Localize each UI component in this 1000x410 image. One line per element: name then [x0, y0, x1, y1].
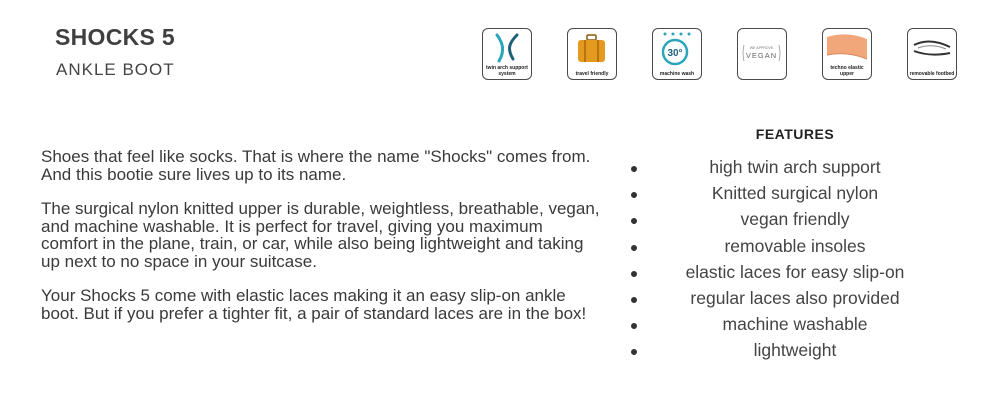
description-paragraph: Your Shocks 5 come with elastic laces making it an easy slip-on ankle boot. But if you prefer a tighter fit, a pair of standard laces are in the box!: [41, 286, 587, 323]
list-item: lightweight: [625, 339, 965, 365]
badge-label: removable footbed: [909, 70, 955, 77]
list-item: regular laces also provided: [625, 287, 965, 313]
badge-twin-arch: [482, 28, 532, 80]
suitcase-icon: [568, 29, 615, 67]
footbed-icon: [908, 29, 955, 67]
badge-label: travel friendly: [575, 70, 609, 77]
bullet-icon: [631, 166, 637, 172]
features-list: [625, 156, 965, 366]
list-item: high twin arch support: [625, 156, 965, 182]
badge-label: techno elastic upper: [830, 65, 864, 77]
product-title: SHOCKS 5: [55, 24, 175, 50]
badge-label: machine wash: [659, 70, 695, 77]
badge-travel: [567, 28, 617, 80]
twin-arch-icon: [483, 29, 530, 67]
machine-wash-icon: [653, 29, 700, 67]
features-heading: FEATURES: [755, 126, 835, 142]
badge-footbed: [907, 28, 957, 80]
list-item: Knitted surgical nylon: [625, 182, 965, 208]
badge-machine-wash: [652, 28, 702, 80]
product-description: [41, 148, 601, 339]
description-paragraph: Shoes that feel like socks. That is where the name "Shocks" comes from. And this bootie sure lives up to its name.: [41, 147, 591, 184]
bullet-icon: [631, 297, 637, 303]
badge-label: twin arch support system: [486, 65, 528, 77]
elastic-upper-icon: [823, 29, 870, 67]
badge-elastic-upper: [822, 28, 872, 80]
list-item: elastic laces for easy slip-on: [625, 261, 965, 287]
description-paragraph: The surgical nylon knitted upper is durable, weightless, breathable, vegan, and machine washable. It is perfect for travel, giving you maximum comfort in the plane, train, or car, while also being lightweight and taking up next to no space in your suitcase.: [41, 199, 600, 271]
bullet-icon: [631, 245, 637, 251]
vegan-small-text: WE APPROVE: [749, 46, 774, 50]
vegan-text: VEGAN: [745, 51, 778, 60]
wash-temp: 30°: [667, 48, 683, 59]
list-item: vegan friendly: [625, 208, 965, 234]
product-subtitle: ANKLE BOOT: [56, 60, 175, 79]
feature-badges: [482, 28, 958, 82]
list-item: removable insoles: [625, 235, 965, 261]
badge-vegan: [737, 28, 787, 80]
bullet-icon: [631, 271, 637, 277]
list-item: machine washable: [625, 313, 965, 339]
vegan-icon: [738, 29, 785, 80]
